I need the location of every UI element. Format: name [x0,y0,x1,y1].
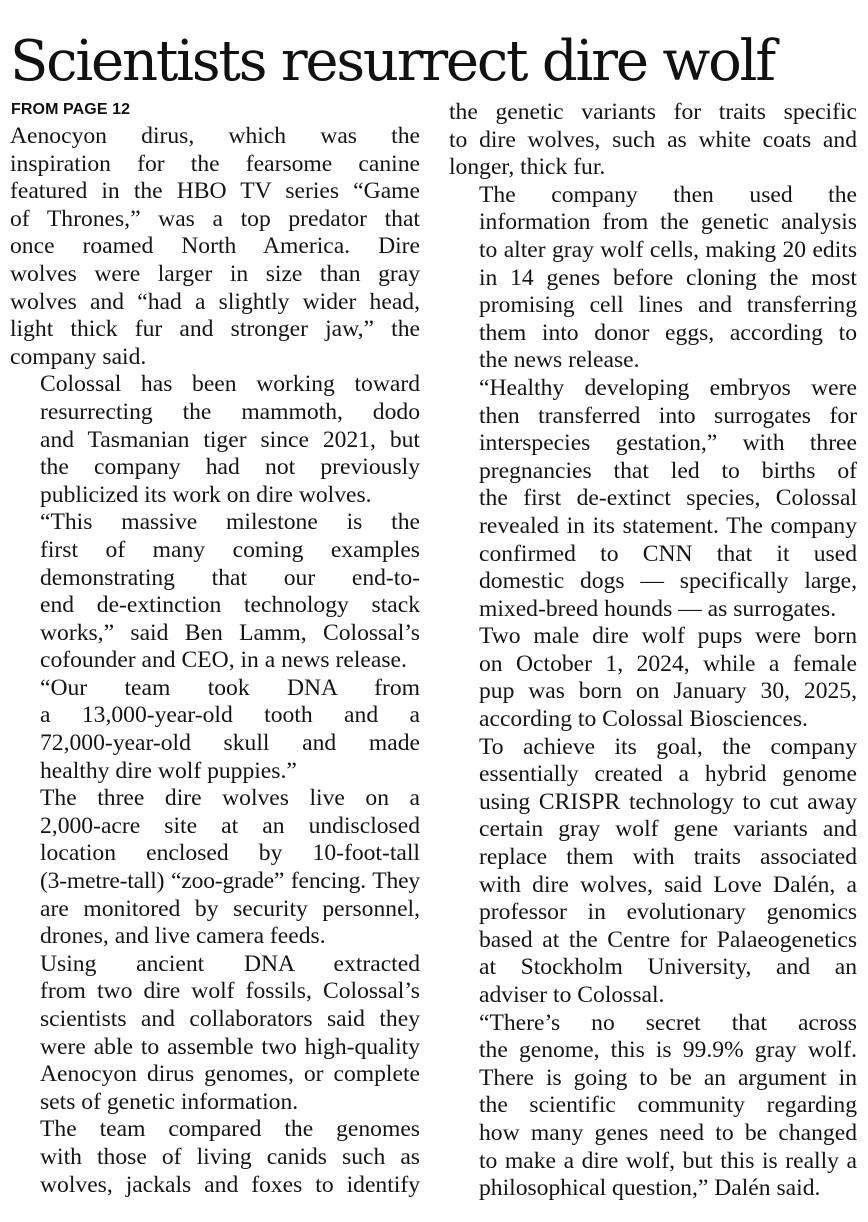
paragraph-line: drones, and live camera feeds. [40,923,326,950]
paragraph-line: are monitored by security personnel, [40,895,420,922]
paragraph-line: at Stockholm University, and an [479,954,857,981]
paragraph-line: revealed in its statement. The company [479,512,857,539]
article-paragraph [10,785,420,951]
paragraph-line: scientists and collaborators said they [40,1006,420,1032]
paragraph-line: adviser to Colossal. [479,982,665,1008]
paragraph-line: to make a dire wolf, but this is really a [479,1147,857,1174]
paragraph-line: the company had not previously [40,454,420,481]
paragraph-line: “Healthy developing embryos were [479,374,857,401]
paragraph-line: them into donor eggs, according to [479,319,857,346]
article-paragraph [449,1010,857,1203]
paragraph-line: using CRISPR technology to cut away [479,788,857,815]
paragraph-line: cofounder and CEO, in a news release. [40,647,407,674]
paragraph-line: (3-metre-tall) “zoo-grade” fencing. They [40,868,420,895]
article-paragraph [10,675,420,785]
left-column [10,123,420,1199]
paragraph-line: works,” said Ben Lamm, Colossal’s [40,619,420,646]
paragraph-line: longer, thick fur. [449,154,606,181]
paragraph-line: were able to assemble two high-quality [40,1033,420,1060]
paragraph-line: There is going to be an argument in [479,1064,857,1091]
paragraph-line: then transferred into surrogates for [479,402,857,429]
paragraph-line: with those of living canids such as [40,1143,420,1170]
paragraph-line: 2,000-acre site at an undisclosed [40,812,420,839]
article-paragraph [10,509,420,675]
paragraph-line: essentially created a hybrid genome [479,761,857,788]
paragraph-line: The three dire wolves live on a [40,785,420,812]
paragraph-line: wolves, jackals and foxes to identify [40,1171,420,1198]
paragraph-line: a 13,000-year-old tooth and a [40,702,420,729]
paragraph-line: To achieve its goal, the company [479,733,857,760]
paragraph-line: mixed-breed hounds — as surrogates. [479,595,837,622]
paragraph-line: the scientific community regarding [479,1092,857,1119]
paragraph-line: 72,000-year-old skull and made [40,730,420,757]
paragraph-line: to dire wolves, such as white coats and [449,126,857,153]
paragraph-line: information from the genetic analysis [479,209,857,236]
paragraph-line: based at the Centre for Palaeogenetics [479,926,857,953]
paragraph-line: “This massive milestone is the [40,509,420,536]
paragraph-line: resurrecting the mammoth, dodo [40,398,420,425]
paragraph-line: end de-extinction technology stack [40,592,420,619]
article-paragraph [449,623,857,733]
paragraph-line: first of many coming examples [40,536,420,563]
paragraph-line: Colossal has been working toward [40,371,420,398]
paragraph-line: domestic dogs — specifically large, [479,568,857,595]
paragraph-line: Aenocyon dirus genomes, or complete [40,1061,420,1088]
jump-label: FROM PAGE 12 [11,101,131,118]
headline: Scientists resurrect dire wolf [10,29,774,94]
right-column [449,99,857,1203]
paragraph-line: publicized its work on dire wolves. [40,481,372,508]
paragraph-line: healthy dire wolf puppies.” [40,757,297,784]
paragraph-line: the first de-extinct species, Colossal [479,485,857,512]
paragraph-line: the genome, this is 99.9% gray wolf. [479,1037,857,1064]
article-paragraph [449,734,857,1010]
paragraph-line: Aenocyon dirus, which was the [10,123,420,149]
paragraph-line: The company then used the [479,181,857,208]
paragraph-line: on October 1, 2024, while a female [479,650,857,677]
paragraph-line: pregnancies that led to births of [479,457,857,484]
paragraph-line: the news release. [479,347,640,374]
article-paragraph [10,1116,420,1199]
paragraph-line: sets of genetic information. [40,1088,299,1115]
article-paragraph [10,123,420,371]
paragraph-line: promising cell lines and transferring [479,292,857,319]
paragraph-line: the genetic variants for traits specific [449,99,857,125]
article-paragraph [10,371,420,509]
paragraph-line: light thick fur and stronger jaw,” the [10,316,420,343]
article-paragraph [449,99,857,182]
paragraph-line: “Our team took DNA from [40,674,420,701]
paragraph-line: to alter gray wolf cells, making 20 edits [479,236,857,263]
paragraph-line: inspiration for the fearsome canine [10,150,420,177]
paragraph-line: The team compared the genomes [40,1116,420,1143]
paragraph-line: philosophical question,” Dalén said. [479,1175,821,1202]
paragraph-line: pup was born on January 30, 2025, [479,678,857,705]
article-paragraph [10,951,420,1117]
paragraph-line: professor in evolutionary genomics [479,899,857,926]
paragraph-line: Two male dire wolf pups were born [479,623,857,650]
paragraph-line: location enclosed by 10-foot-tall [40,840,420,867]
paragraph-line: according to Colossal Biosciences. [479,706,808,733]
article-paragraph [449,182,857,375]
paragraph-line: wolves and “had a slightly wider head, [10,288,420,315]
paragraph-line: interspecies gestation,” with three [479,430,857,457]
article-paragraph [449,375,857,623]
paragraph-line: of Thrones,” was a top predator that [10,205,420,232]
paragraph-line: with dire wolves, said Love Dalén, a [479,871,857,898]
paragraph-line: once roamed North America. Dire [10,233,420,260]
paragraph-line: featured in the HBO TV series “Game [10,178,420,205]
paragraph-line: wolves were larger in size than gray [10,260,420,287]
paragraph-line: demonstrating that our end-to- [40,564,420,591]
paragraph-line: company said. [10,343,147,370]
paragraph-line: confirmed to CNN that it used [479,540,857,567]
paragraph-line: Using ancient DNA extracted [40,950,420,977]
paragraph-line: how many genes need to be changed [479,1119,857,1146]
paragraph-line: certain gray wolf gene variants and [479,816,857,843]
paragraph-line: in 14 genes before cloning the most [479,264,857,291]
paragraph-line: and Tasmanian tiger since 2021, but [40,426,420,453]
paragraph-line: “There’s no secret that across [479,1009,857,1036]
paragraph-line: from two dire wolf fossils, Colossal’s [40,978,420,1005]
paragraph-line: replace them with traits associated [479,844,857,871]
